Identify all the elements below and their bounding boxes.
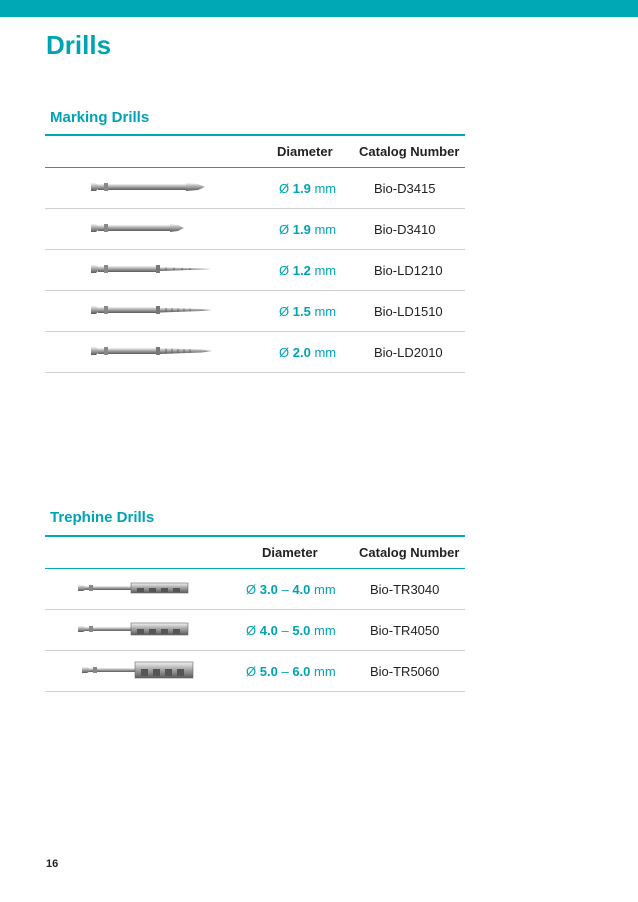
trephine-drills-title: Trephine Drills bbox=[50, 509, 155, 526]
table-row bbox=[45, 209, 465, 250]
diameter-header: Diameter bbox=[262, 545, 318, 560]
table-row bbox=[45, 250, 465, 291]
diameter-value: Ø 1.2 mm bbox=[279, 263, 337, 278]
catalog-number: Bio-TR4050 bbox=[370, 623, 440, 638]
marking-table-header bbox=[45, 134, 465, 168]
diameter-header: Diameter bbox=[277, 144, 333, 159]
page-title: Drills bbox=[46, 30, 112, 60]
catalog-number: Bio-LD1510 bbox=[374, 304, 443, 319]
catalog-number: Bio-LD2010 bbox=[374, 345, 443, 360]
trephine-table-header bbox=[45, 535, 465, 569]
diameter-value: Ø 2.0 mm bbox=[279, 345, 337, 360]
diameter-value: Ø 1.9 mm bbox=[279, 222, 337, 237]
table-row bbox=[45, 610, 465, 651]
pilot-drill-icon bbox=[90, 299, 215, 321]
diameter-value: Ø 3.0 – 4.0 mm bbox=[246, 582, 336, 597]
trephine-drill-icon bbox=[77, 617, 192, 641]
catalog-number: Bio-LD1210 bbox=[374, 263, 443, 278]
marking-drills-title: Marking Drills bbox=[50, 109, 150, 126]
catalog-number-header: Catalog Number bbox=[359, 545, 460, 560]
marking-drills-table bbox=[45, 134, 465, 373]
catalog-number: Bio-TR3040 bbox=[370, 582, 440, 597]
table-row bbox=[45, 651, 465, 692]
table-row bbox=[45, 168, 465, 209]
diameter-value: Ø 4.0 – 5.0 mm bbox=[246, 623, 336, 638]
header-bar bbox=[0, 0, 638, 17]
pilot-drill-icon bbox=[90, 340, 215, 362]
catalog-number-header: Catalog Number bbox=[359, 144, 460, 159]
catalog-number: Bio-D3415 bbox=[374, 181, 436, 196]
marking-drill-long-icon bbox=[90, 176, 210, 198]
pilot-drill-icon bbox=[90, 258, 215, 280]
trephine-drill-icon bbox=[81, 657, 196, 683]
page-number: 16 bbox=[46, 858, 59, 870]
diameter-value: Ø 1.5 mm bbox=[279, 304, 337, 319]
diameter-value: Ø 5.0 – 6.0 mm bbox=[246, 664, 336, 679]
table-row bbox=[45, 291, 465, 332]
diameter-value: Ø 1.9 mm bbox=[279, 181, 337, 196]
table-row bbox=[45, 332, 465, 373]
trephine-drill-icon bbox=[77, 576, 192, 600]
marking-drill-short-icon bbox=[90, 217, 190, 239]
catalog-number: Bio-D3410 bbox=[374, 222, 436, 237]
table-row bbox=[45, 569, 465, 610]
trephine-drills-table bbox=[45, 535, 465, 692]
catalog-number: Bio-TR5060 bbox=[370, 664, 440, 679]
